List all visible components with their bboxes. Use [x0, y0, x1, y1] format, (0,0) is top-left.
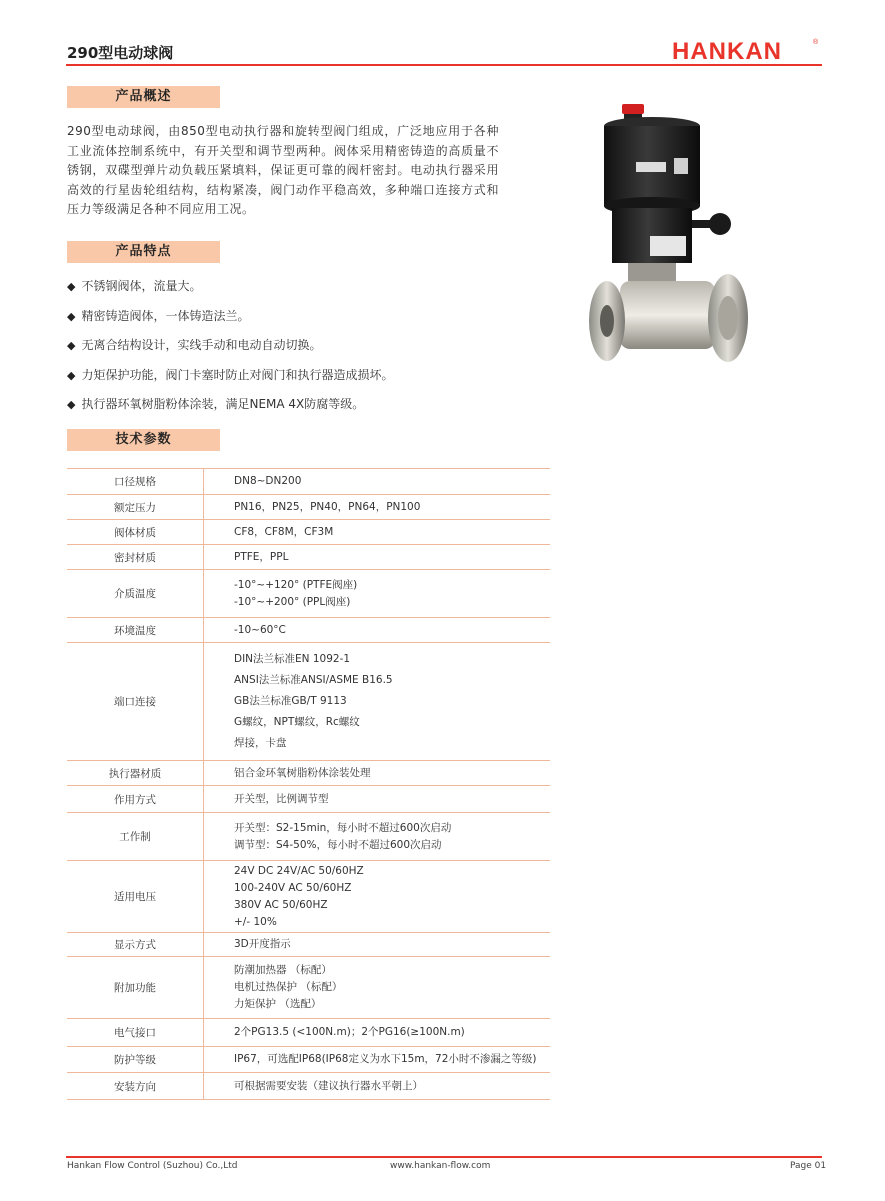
- spec-value: [204, 618, 551, 643]
- spec-key: 口径规格: [67, 469, 204, 495]
- footer-page-number: Page 01: [790, 1161, 827, 1171]
- hankan-logo: [672, 36, 822, 64]
- spec-value-line: +/- 10%: [234, 915, 277, 928]
- spec-key: 防护等级: [67, 1047, 204, 1073]
- spec-row: [67, 1047, 550, 1073]
- svg-text:HANKAN: HANKAN: [672, 38, 782, 64]
- spec-row: [67, 761, 550, 786]
- spec-value: [204, 1047, 551, 1073]
- spec-value-line: -10°~+120° (PTFE阀座): [234, 578, 358, 591]
- spec-value-line: ANSI法兰标准ANSI/ASME B16.5: [234, 674, 393, 686]
- feature-item: ◆ 执行器环氧树脂粉体涂装，满足NEMA 4X防腐等级。: [67, 397, 365, 411]
- spec-key: 阀体材质: [67, 520, 204, 545]
- header-divider: [66, 64, 822, 66]
- spec-row: [67, 957, 550, 1019]
- spec-row: [67, 495, 550, 520]
- spec-row: [67, 861, 550, 933]
- spec-value-line: -10~60°C: [234, 623, 286, 636]
- spec-value-line: 开关型，比例调节型: [234, 792, 329, 805]
- diamond-bullet-icon: ◆: [67, 339, 76, 352]
- footer-divider: [66, 1156, 822, 1158]
- spec-value: [204, 545, 551, 570]
- spec-value-line: 力矩保护 （选配）: [234, 998, 322, 1010]
- spec-value-line: 电机过热保护 （标配）: [234, 981, 343, 993]
- spec-value-line: 24V DC 24V/AC 50/60HZ: [234, 864, 364, 877]
- spec-row: [67, 545, 550, 570]
- spec-value-line: PN16，PN25，PN40，PN64，PN100: [234, 500, 421, 513]
- diamond-bullet-icon: ◆: [67, 368, 76, 382]
- spec-value-line: 调节型：S4-50%，每小时不超过600次启动: [234, 838, 442, 851]
- spec-value-line: GB法兰标准GB/T 9113: [234, 695, 347, 707]
- footer-website: www.hankan-flow.com: [390, 1161, 491, 1171]
- spec-row: [67, 786, 550, 813]
- spec-value-line: 焊接，卡盘: [234, 737, 287, 749]
- spec-key: 显示方式: [67, 933, 204, 957]
- spec-value-line: G螺纹，NPT螺纹，Rc螺纹: [234, 716, 360, 728]
- overview-heading: 产品概述: [67, 86, 220, 108]
- spec-key: 作用方式: [67, 786, 204, 813]
- spec-key: 端口连接: [67, 643, 204, 761]
- feature-item: ◆ 力矩保护功能，阀门卡塞时防止对阀门和执行器造成损坏。: [67, 367, 394, 382]
- features-list: [67, 276, 393, 424]
- spec-value-line: 可根据需要安装（建议执行器水平朝上）: [234, 1079, 423, 1092]
- spec-value: [204, 786, 551, 813]
- spec-value: [204, 933, 551, 957]
- diamond-bullet-icon: ◆: [67, 309, 76, 323]
- spec-key: 额定压力: [67, 495, 204, 520]
- overview-text: 290型电动球阀，由850型电动执行器和旋转型阀门组成，广泛地应用于各种工业流体控制系统中，有开关型和调节型两种。阀体采用精密铸造的高质量不锈钢，双碟型弹片动负载压紧填料，保证更可靠的阀杆密封。电动执行器采用高效的行星齿轮组结构，结构紧凑，阀门动作平稳高效，多种端口连接方式和压力等级满足各种不同应用工况。: [67, 124, 499, 217]
- spec-value: [204, 861, 551, 933]
- svg-text:®: ®: [813, 39, 819, 46]
- spec-key: 密封材质: [67, 545, 204, 570]
- spec-value-line: IP67，可选配IP68(IP68定义为水下15m，72小时不渗漏之等级): [234, 1053, 537, 1065]
- spec-value-line: PTFE，PPL: [234, 550, 289, 563]
- spec-table: [67, 468, 550, 1100]
- spec-value-line: 100-240V AC 50/60HZ: [234, 881, 352, 894]
- diamond-bullet-icon: ◆: [67, 398, 76, 411]
- spec-key: 介质温度: [67, 570, 204, 618]
- spec-value: [204, 520, 551, 545]
- spec-key: 适用电压: [67, 861, 204, 933]
- spec-key: 安装方向: [67, 1073, 204, 1100]
- feature-item: ◆ 无离合结构设计，实线手动和电动自动切换。: [67, 338, 322, 352]
- spec-row: [67, 813, 550, 861]
- spec-value-line: 380V AC 50/60HZ: [234, 898, 328, 911]
- spec-key: 环境温度: [67, 618, 204, 643]
- diamond-bullet-icon: ◆: [67, 280, 76, 293]
- electric-ball-valve-image: [580, 96, 755, 386]
- spec-value: [204, 957, 551, 1019]
- spec-key: 工作制: [67, 813, 204, 861]
- spec-value: [204, 813, 551, 861]
- spec-row: [67, 1019, 550, 1047]
- spec-value: [204, 1073, 551, 1100]
- spec-row: [67, 643, 550, 761]
- spec-value-line: DN8~DN200: [234, 475, 302, 487]
- spec-value-line: 3D开度指示: [234, 938, 291, 950]
- spec-value: [204, 495, 551, 520]
- spec-value: [204, 570, 551, 618]
- spec-row: [67, 520, 550, 545]
- page-title: 290型电动球阀: [67, 44, 174, 62]
- spec-key: 电气接口: [67, 1019, 204, 1047]
- spec-key: 执行器材质: [67, 761, 204, 786]
- spec-value: [204, 761, 551, 786]
- spec-value-line: DIN法兰标准EN 1092-1: [234, 653, 351, 665]
- footer-company: Hankan Flow Control (Suzhou) Co.,Ltd: [67, 1161, 238, 1171]
- spec-key: 附加功能: [67, 957, 204, 1019]
- feature-item: ◆ 不锈钢阀体，流量大。: [67, 279, 202, 293]
- spec-value-line: -10°~+200° (PPL阀座): [234, 595, 351, 608]
- features-heading: 产品特点: [67, 241, 220, 263]
- spec-value-line: CF8，CF8M，CF3M: [234, 525, 334, 538]
- spec-row: [67, 570, 550, 618]
- spec-value-line: 开关型：S2-15min，每小时不超过600次启动: [234, 821, 452, 834]
- spec-value-line: 2个PG13.5 (<100N.m)；2个PG16(≥100N.m): [234, 1026, 465, 1038]
- spec-row: [67, 1073, 550, 1100]
- spec-row: [67, 933, 550, 957]
- spec-value: [204, 643, 551, 761]
- feature-item: ◆ 精密铸造阀体，一体铸造法兰。: [67, 308, 250, 323]
- spec-row: [67, 618, 550, 643]
- spec-value-line: 防潮加热器 （标配）: [234, 964, 332, 976]
- specs-heading: 技术参数: [67, 429, 220, 451]
- spec-value: [204, 1019, 551, 1047]
- spec-row: [67, 469, 550, 495]
- spec-value-line: 铝合金环氧树脂粉体涂装处理: [234, 766, 371, 779]
- spec-value: [204, 469, 551, 495]
